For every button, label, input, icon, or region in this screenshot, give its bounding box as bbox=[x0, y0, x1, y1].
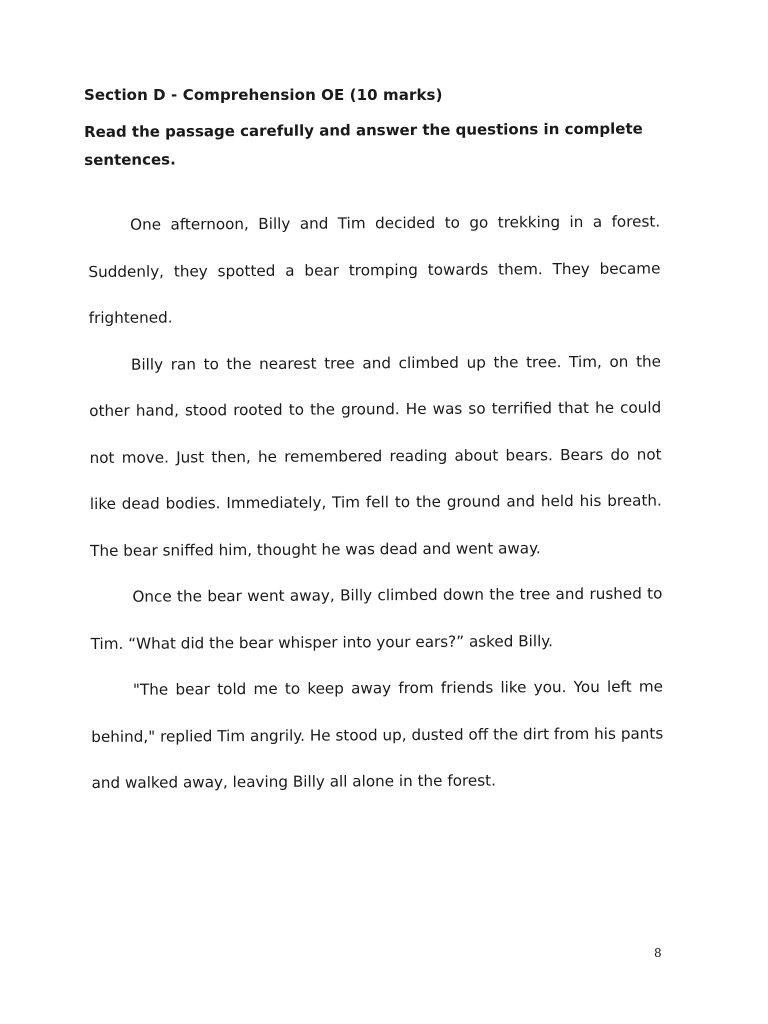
instructions: Read the passage carefully and answer the questions in complete sentences. bbox=[84, 119, 643, 169]
section-title: Section D - Comprehension OE (10 marks) bbox=[84, 86, 443, 104]
page-number: 8 bbox=[654, 946, 662, 960]
passage-paragraph-4: "The bear told me to keep away from friends like you. You left me behind," replied Tim angrily. He stood up, dusted off the dirt from his pants and walked away, leaving Billy all alone in the forest. bbox=[91, 677, 664, 792]
passage-paragraph-3: Once the bear went away, Billy climbed down the tree and rushed to Tim. “What did the bear whisper into your ears?” asked Billy. bbox=[90, 584, 663, 653]
comprehension-passage bbox=[88, 199, 664, 807]
passage-paragraph-2: Billy ran to the nearest tree and climbed up the tree. Tim, on the other hand, stood rooted to the ground. He was so terrified that he could not move. Just then, he remembered reading about bears. Bears do not like dead bodies. Immediately, Tim fell to the ground and held his breath. The bear sniffed him, thought he was dead and went away. bbox=[89, 352, 662, 560]
passage-paragraph-1: One afternoon, Billy and Tim decided to go trekking in a forest. Suddenly, they spotted a bear tromping towards them. They became frightened. bbox=[88, 212, 661, 327]
